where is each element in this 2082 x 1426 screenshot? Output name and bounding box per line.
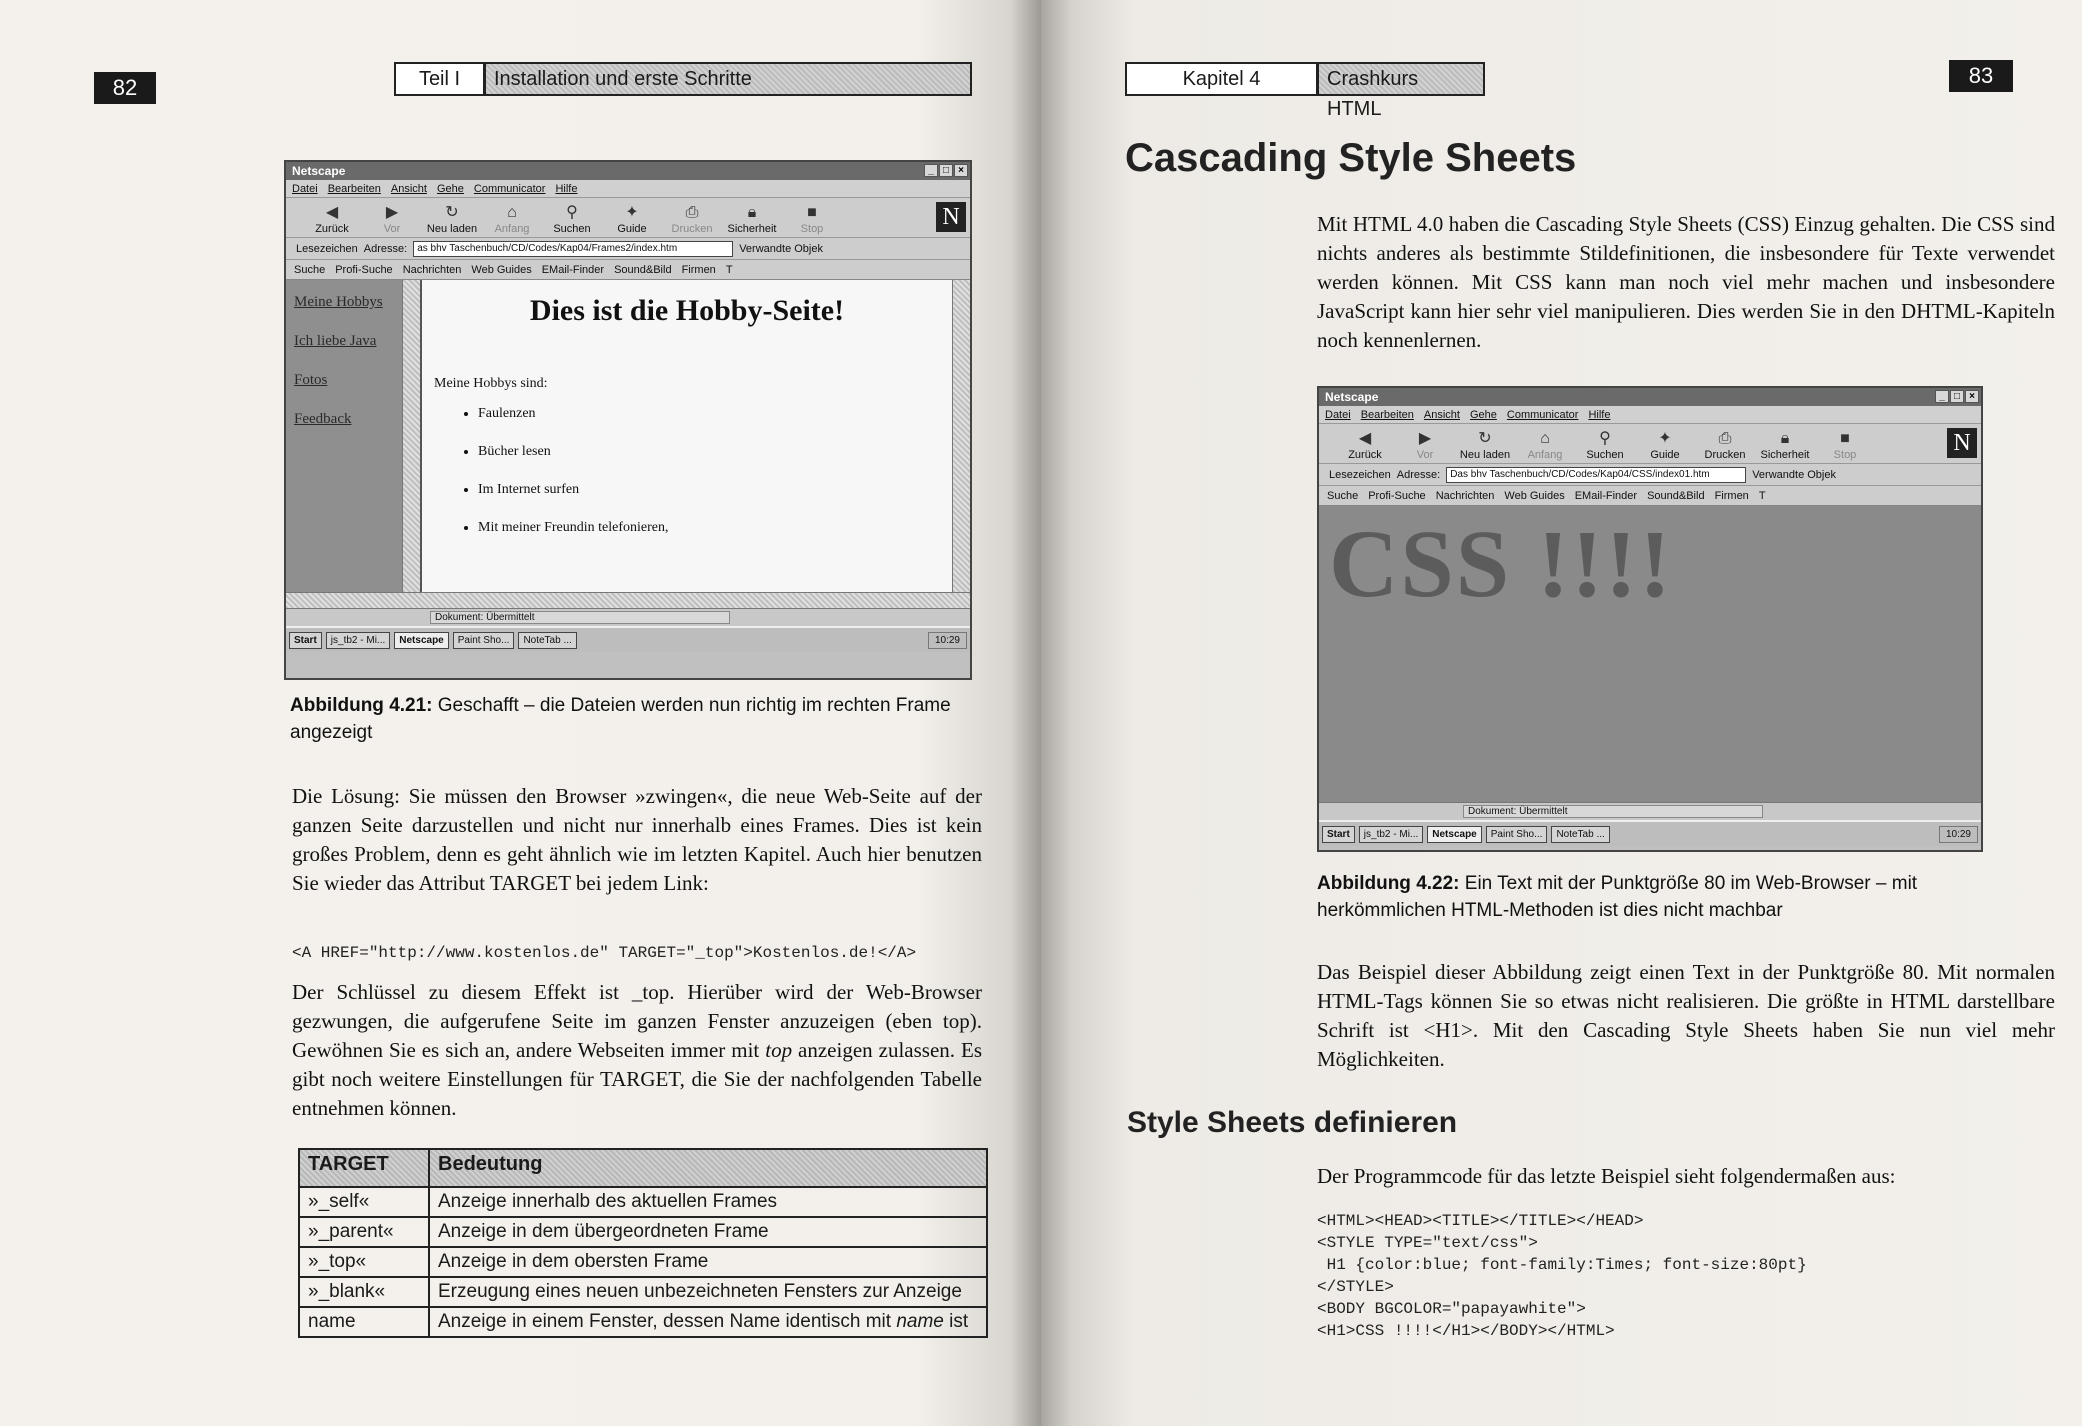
address-label: Adresse: [1396,468,1441,481]
back-arrow-icon: ◀ [325,204,339,221]
table-row: »_blank« Erzeugung eines neuen unbezeichneten Fensters zur Anzeige [299,1277,987,1307]
close-icon: × [1965,390,1979,403]
content-heading: Dies ist die Hobby-Seite! [529,294,845,327]
menu-item: Ansicht [390,183,427,195]
related-label: Verwandte Objek [739,242,823,255]
code-line: <BODY BGCOLOR="papayawhite"> [1317,1300,1586,1318]
minimize-icon: _ [1935,390,1949,403]
window-titlebar [1319,388,1981,406]
reload-icon: ↻ [445,204,459,221]
frameset [286,280,970,592]
list-item: • Mit meiner Freundin telefonieren, [478,520,940,536]
guide-button: ✦ Guide [602,203,662,237]
print-icon: ⎙ [1718,430,1732,447]
search-icon: ⚲ [566,204,578,221]
caption-label: Abbildung 4.21: [290,695,433,716]
status-text: Dokument: Übermittelt [430,611,730,624]
menu-bar [1319,406,1981,424]
window-title: Netscape [1325,390,1379,404]
windows-taskbar [1319,820,1981,846]
search-icon: ⚲ [1599,430,1611,447]
taskbar-item-netscape: Netscape [394,632,448,649]
taskbar-item: Paint Sho... [453,632,515,649]
code-line: H1 {color:blue; font-family:Times; font-size:80pt} [1317,1256,1807,1274]
list-item: • Faulenzen [478,406,940,422]
window-controls [924,164,968,177]
home-icon: ⌂ [507,204,517,221]
bookmarks-label: Lesezeichen [1329,468,1391,481]
code-line: <STYLE TYPE="text/css"> [1317,1234,1538,1252]
figure-caption [1317,870,2037,924]
content-intro: Meine Hobbys sind: [434,376,548,391]
table-row: name Anzeige in einem Fenster, dessen Name identisch mit name ist [299,1307,987,1337]
nav-frame-scrollbar [402,280,420,592]
home-button: ⌂ Anfang [1515,429,1575,463]
table-header: TARGET [299,1149,429,1187]
navigation-toolbar [286,198,970,238]
taskbar-item: NoteTab ... [518,632,576,649]
menu-item: Bearbeiten [327,183,381,195]
search-button: ⚲ Suchen [1575,429,1635,463]
menu-item: Communicator [1506,409,1579,421]
stop-icon: ■ [807,204,817,221]
page-number: 83 [1949,60,2013,92]
code-line: <A HREF="http://www.kostenlos.de" TARGET="_top">Kostenlos.de!</A> [292,944,917,962]
personal-toolbar [1319,486,1981,506]
browser-screenshot [1317,386,1983,852]
menu-item: Hilfe [1588,409,1611,421]
hobby-list [434,406,940,536]
status-bar [286,608,970,626]
body-paragraph: Das Beispiel dieser Abbildung zeigt einen Text in der Punktgröße 80. Mit normalen HTML-Tags können Sie so etwas nicht realisieren. Die größte in HTML darstellbare Schrift ist <H1>. Mit den Cascading Style Sheets haben Sie nun viel mehr Möglichkeiten. [1317,960,2055,1071]
bookmarks-label: Lesezeichen [296,242,358,255]
nav-link-fotos: Fotos [294,372,328,388]
security-button: 🔒︎ Sicherheit [722,203,782,237]
close-icon: × [954,164,968,177]
taskbar-clock: 10:29 [928,632,967,649]
address-field: Das bhv Taschenbuch/CD/Codes/Kap04/CSS/index01.htm [1446,467,1746,483]
back-button: ◀ Zurück [1335,429,1395,463]
personal-link: Firmen [1714,489,1749,502]
table-row: »_top« Anzeige in dem obersten Frame [299,1247,987,1277]
list-item: • Bücher lesen [478,444,940,460]
window-controls [1935,390,1979,403]
list-item: • Im Internet surfen [478,482,940,498]
navigation-toolbar [1319,424,1981,464]
taskbar-item-netscape: Netscape [1427,826,1481,843]
header-title: Installation und erste Schritte [486,64,970,94]
content-frame [1319,506,1981,802]
horizontal-scrollbar [286,592,970,608]
body-paragraph: Der Schlüssel zu diesem Effekt ist _top. Hierüber wird der Web-Browser gezwungen, die aufgerufene Seite im ganzen Fenster anzuzeigen (eben top). Gewöhnen Sie es sich an, andere Webseiten immer mit top anzeigen zulassen. Es gibt noch weitere Einstellungen für TARGET, die Sie der nachfolgenden Tabelle entnehmen können. [292,980,982,1120]
taskbar-item: NoteTab ... [1551,826,1609,843]
maximize-icon: □ [939,164,953,177]
menu-item: Hilfe [555,183,578,195]
code-line: <H1>CSS !!!!</H1></BODY></HTML> [1317,1322,1615,1340]
content-frame [420,280,952,592]
nav-frame [286,280,402,592]
lock-icon: 🔒︎ [1780,430,1790,447]
page-number: 82 [94,72,156,104]
menu-bar [286,180,970,198]
body-paragraph: Die Lösung: Sie müssen den Browser »zwingen«, die neue Web-Seite auf der ganzen Seite darzustellen und nicht nur innerhalb eines Frames. Dies ist kein großes Problem, denn es geht ähnlich wie im letzten Kapitel. Auch hier benutzen Sie wieder das Attribut TARGET bei jedem Link: [292,784,982,895]
minimize-icon: _ [924,164,938,177]
reload-icon: ↻ [1478,430,1492,447]
code-line: <HTML><HEAD><TITLE></TITLE></HEAD> [1317,1212,1644,1230]
menu-item: Bearbeiten [1360,409,1414,421]
nav-link-java: Ich liebe Java [294,333,377,349]
body-paragraph: Mit HTML 4.0 haben die Cascading Style Sheets (CSS) Einzug gehalten. Die CSS sind nichts anderes als bestimmte Stildefinitionen, die insbesondere für Texte verwendet werden können. Mit CSS kann man noch viel mehr machen und insbesondere JavaScript kann hier sehr viel manipulieren. Dies werden Sie in den DHTML-Kapiteln noch kennenlernen. [1317,212,2055,352]
home-icon: ⌂ [1540,430,1550,447]
guide-icon: ✦ [1658,430,1672,447]
status-bar [1319,802,1981,820]
menu-item: Gehe [436,183,464,195]
table-header: Bedeutung [429,1149,987,1187]
netscape-logo-icon: N [1947,428,1977,458]
security-button: 🔒︎ Sicherheit [1755,429,1815,463]
emphasis: name [896,1311,944,1332]
forward-button: ▶ Vor [1395,429,1455,463]
location-bar [1319,464,1981,486]
code-block [1317,1210,1807,1342]
personal-link: T [725,263,733,276]
table-row: »_parent« Anzeige in dem übergeordneten Frame [299,1217,987,1247]
personal-link: Sound&Bild [1647,489,1705,502]
running-header [394,62,972,96]
reload-button: ↻ Neu laden [422,203,482,237]
window-title: Netscape [292,164,346,178]
target-table [298,1148,988,1338]
menu-item: Communicator [473,183,546,195]
taskbar-item: js_tb2 - Mi... [1359,826,1423,843]
emphasis: top [765,1038,793,1062]
related-label: Verwandte Objek [1752,468,1836,481]
address-field: as bhv Taschenbuch/CD/Codes/Kap04/Frames2/index.htm [413,241,733,257]
home-button: ⌂ Anfang [482,203,542,237]
personal-link: Web Guides [471,263,532,276]
personal-link: Sound&Bild [614,263,672,276]
running-header [1125,62,1485,120]
reload-button: ↻ Neu laden [1455,429,1515,463]
personal-link: Profi-Suche [1368,489,1426,502]
content-frame-scrollbar [952,280,970,592]
location-bar [286,238,970,260]
start-button: Start [289,632,322,649]
caption-text: Geschafft – die Dateien werden nun richtig im rechten Frame angezeigt [290,695,951,743]
print-icon: ⎙ [685,204,699,221]
netscape-logo-icon: N [936,202,966,232]
menu-item: Ansicht [1423,409,1460,421]
caption-text: Ein Text mit der Punktgröße 80 im Web-Browser – mit herkömmlichen HTML-Methoden ist dies nicht machbar [1317,873,1918,921]
personal-link: Profi-Suche [335,263,393,276]
print-button: ⎙ Drucken [1695,429,1755,463]
guide-icon: ✦ [625,204,639,221]
forward-button: ▶ Vor [362,203,422,237]
personal-link: Nachrichten [1435,489,1495,502]
css-big-text: CSS !!!! [1329,510,1673,617]
right-page [1041,0,2082,1426]
section-heading: Cascading Style Sheets [1125,136,1577,180]
table-row: »_self« Anzeige innerhalb des aktuellen Frames [299,1187,987,1217]
forward-arrow-icon: ▶ [1418,430,1432,447]
header-part: Teil I [396,64,486,94]
back-arrow-icon: ◀ [1358,430,1372,447]
maximize-icon: □ [1950,390,1964,403]
nav-link-feedback: Feedback [294,411,352,427]
taskbar-clock: 10:29 [1939,826,1978,843]
back-button: ◀ Zurück [302,203,362,237]
browser-screenshot [284,160,972,680]
stop-button: ■ Stop [782,203,842,237]
menu-item: Datei [292,183,318,195]
stop-icon: ■ [1840,430,1850,447]
windows-taskbar [286,626,970,652]
personal-link: Suche [1327,489,1359,502]
lock-icon: 🔒︎ [747,204,757,221]
search-button: ⚲ Suchen [542,203,602,237]
personal-link: Suche [294,263,326,276]
nav-link-hobbys: Meine Hobbys [294,294,383,310]
personal-link: Nachrichten [402,263,462,276]
personal-toolbar [286,260,970,280]
taskbar-item: js_tb2 - Mi... [326,632,390,649]
header-part: Kapitel 4 [1127,64,1319,94]
section-subheading: Style Sheets definieren [1127,1106,1458,1139]
status-text: Dokument: Übermittelt [1463,805,1763,818]
personal-link: Firmen [681,263,716,276]
start-button: Start [1322,826,1355,843]
header-title: Crashkurs HTML [1319,64,1483,94]
forward-arrow-icon: ▶ [385,204,399,221]
personal-link: T [1758,489,1766,502]
stop-button: ■ Stop [1815,429,1875,463]
personal-link: Web Guides [1504,489,1565,502]
address-label: Adresse: [363,242,408,255]
guide-button: ✦ Guide [1635,429,1695,463]
body-paragraph: Der Programmcode für das letzte Beispiel sieht folgendermaßen aus: [1317,1164,1896,1188]
figure-caption [290,692,980,746]
taskbar-item: Paint Sho... [1486,826,1548,843]
caption-label: Abbildung 4.22: [1317,873,1460,894]
menu-item: Gehe [1469,409,1497,421]
code-line: </STYLE> [1317,1278,1394,1296]
print-button: ⎙ Drucken [662,203,722,237]
menu-item: Datei [1325,409,1351,421]
personal-link: EMail-Finder [541,263,605,276]
personal-link: EMail-Finder [1574,489,1638,502]
window-titlebar [286,162,970,180]
